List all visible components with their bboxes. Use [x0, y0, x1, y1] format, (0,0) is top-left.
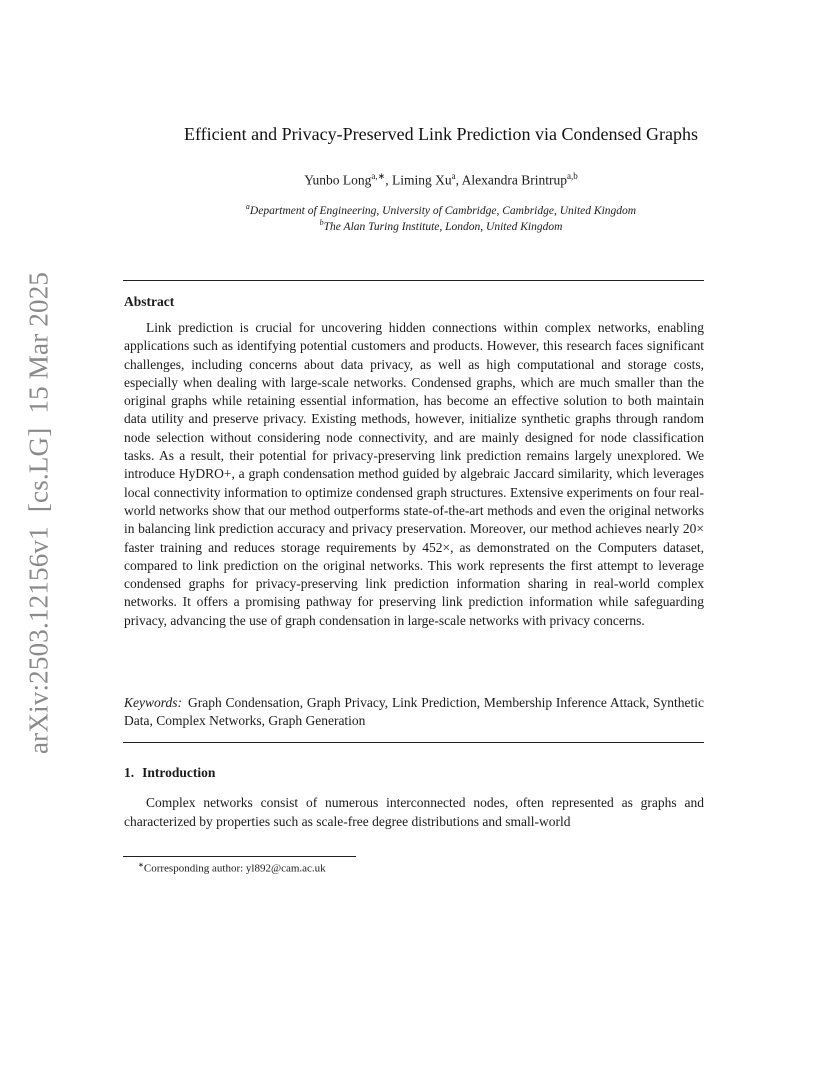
affiliation-mark: a	[245, 202, 250, 211]
arxiv-side-stamp	[22, 271, 56, 754]
author-name: Alexandra Brintrup	[461, 172, 567, 188]
abstract-text: Link prediction is crucial for uncovering hidden connections within complex networks, enabling applications such as identifying potential customers and products. However, this research faces significant challenges, including concerns about data privacy, as well as high computational and storage costs, especially when dealing with large-scale networks. Condensed graphs, which are much smaller than the original graphs while retaining essential information, has become an effective solution to both maintain data utility and preserve privacy. Existing methods, however, initialize synthetic graphs through random node selection without considering node connectivity, and are mainly designed for node classification tasks. As a result, their potential for privacy-preserving link prediction remains largely unexplored. We introduce HyDRO+, a graph condensation method guided by algebraic Jaccard similarity, which leverages local connectivity information to optimize condensed graph structures. Extensive experiments on four real-world networks show that our method outperforms state-of-the-art methods and even the original networks in balancing link prediction accuracy and privacy preservation. Moreover, our method achieves nearly 20× faster training and reduces storage requirements by 452×, as demonstrated on the Computers dataset, compared to link prediction on the original networks. This work represents the first attempt to leverage condensed graphs for privacy-preserving link prediction information sharing in real-world complex networks. It offers a promising pathway for preserving link prediction information while safeguarding privacy, advancing the use of graph condensation in large-scale networks with privacy concerns.	[124, 320, 704, 628]
affiliation	[90, 202, 792, 217]
footnote-text: Corresponding author: yl892@cam.ac.uk	[143, 862, 326, 875]
arxiv-category: [cs.LG]	[23, 427, 54, 513]
abstract-heading: Abstract	[124, 294, 175, 309]
affiliation-text: Department of Engineering, University of Cambridge, Cambridge, United Kingdom	[249, 204, 637, 217]
keywords	[124, 694, 704, 731]
section-number: 1.	[124, 765, 135, 780]
section-title: Introduction	[142, 765, 216, 780]
introduction-text: Complex networks consist of numerous interconnected nodes, often represented as graphs and characterized by properties such as scale-free degree distributions and small-world	[124, 795, 704, 829]
arxiv-id: arXiv:2503.12156v1	[23, 526, 54, 754]
abstract-bottom-rule	[123, 742, 704, 743]
author-name: Liming Xu	[391, 172, 452, 188]
author-marks: a	[451, 171, 456, 181]
author-marks: a,∗	[371, 171, 386, 181]
footnote-mark: ∗	[138, 861, 144, 869]
abstract-top-rule	[123, 280, 704, 281]
affiliation-text: The Alan Turing Institute, London, United Kingdom	[323, 220, 563, 233]
author-name: Yunbo Long	[304, 172, 372, 188]
keywords-text: Graph Condensation, Graph Privacy, Link Prediction, Membership Inference Attack, Synthetic Data, Complex Networks, Graph Generation	[124, 695, 704, 729]
author-list: Yunbo Long$^{a,∗}$, Liming Xu$^a$, Alexandra Brintrup$^{a,b}$	[304, 171, 578, 188]
author-marks: a,b	[566, 171, 578, 181]
arxiv-date: 15 Mar 2025	[23, 271, 54, 414]
paper-title: Efficient and Privacy-Preserved Link Prediction via Condensed Graphs	[183, 124, 699, 144]
affiliation-mark: b	[319, 218, 324, 227]
keywords-label: Keywords:	[124, 695, 182, 710]
footnote-rule	[123, 856, 356, 857]
footnote	[138, 861, 326, 875]
affiliation	[90, 218, 792, 233]
section-heading	[124, 765, 215, 781]
